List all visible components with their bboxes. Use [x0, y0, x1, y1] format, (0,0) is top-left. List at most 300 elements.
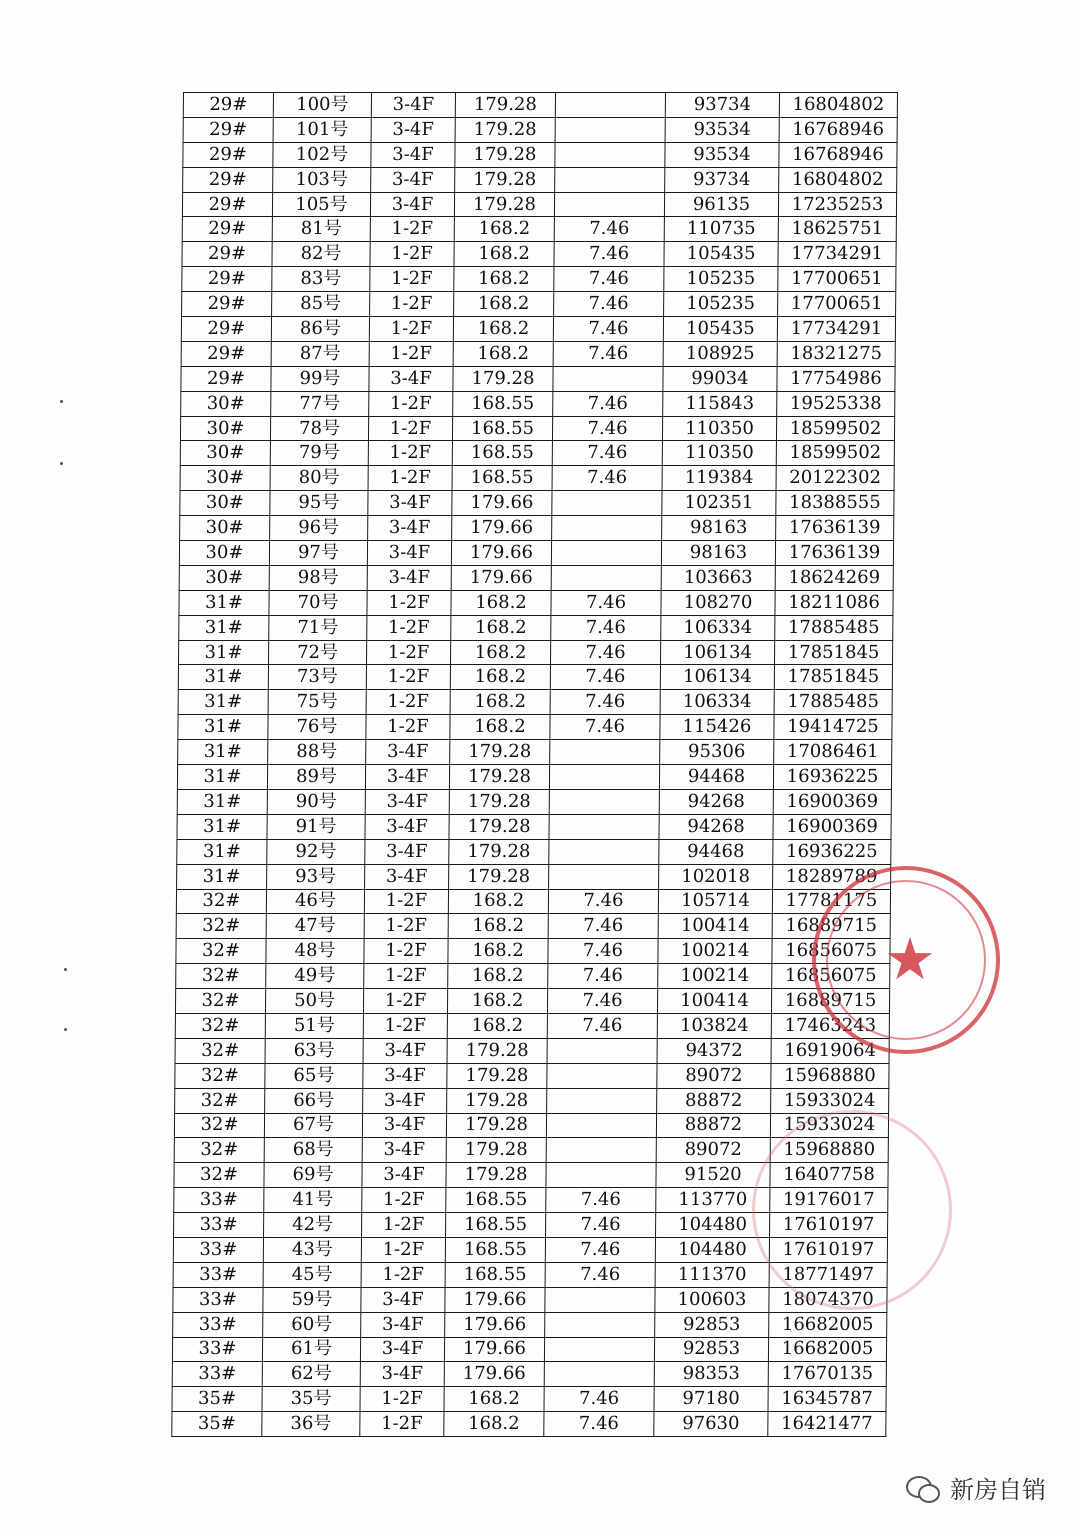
building-cell: 32# — [176, 939, 266, 964]
area-cell: 168.2 — [448, 964, 548, 989]
building-cell: 29# — [182, 292, 272, 317]
floor-cell: 1-2F — [364, 964, 448, 989]
area-cell: 179.28 — [453, 366, 553, 391]
extra-area-cell — [555, 117, 665, 142]
unit-price-cell: 91520 — [656, 1163, 770, 1188]
area-cell: 179.28 — [447, 1088, 547, 1113]
unit-price-cell: 106134 — [660, 665, 774, 690]
building-cell: 30# — [180, 416, 270, 441]
scan-speck — [60, 462, 63, 465]
table-row — [176, 914, 890, 939]
area-cell: 168.55 — [452, 416, 552, 441]
floor-cell: 3-4F — [362, 1138, 446, 1163]
building-cell: 33# — [173, 1237, 263, 1262]
building-cell: 29# — [181, 366, 271, 391]
extra-area-cell — [545, 1287, 655, 1312]
floor-cell: 3-4F — [363, 1038, 447, 1063]
building-cell: 32# — [174, 1113, 264, 1138]
unit-cell: 77号 — [271, 391, 369, 416]
table-row — [177, 789, 891, 814]
floor-cell: 1-2F — [360, 1387, 444, 1412]
unit-price-cell: 110350 — [662, 416, 776, 441]
total-price-cell: 19414725 — [774, 715, 892, 740]
building-cell: 31# — [178, 640, 268, 665]
total-price-cell: 15933024 — [770, 1113, 888, 1138]
unit-cell: 61号 — [262, 1337, 360, 1362]
total-price-cell: 17670135 — [768, 1362, 886, 1387]
area-cell: 179.66 — [445, 1312, 545, 1337]
area-cell: 168.2 — [447, 1013, 547, 1038]
building-cell: 32# — [176, 914, 266, 939]
unit-cell: 73号 — [268, 665, 366, 690]
floor-cell: 1-2F — [368, 441, 452, 466]
total-price-cell: 18321275 — [777, 341, 895, 366]
floor-cell: 1-2F — [363, 1013, 447, 1038]
building-cell: 29# — [181, 341, 271, 366]
extra-area-cell — [551, 565, 661, 590]
unit-price-cell: 103663 — [661, 565, 775, 590]
floor-cell: 1-2F — [366, 640, 450, 665]
floor-cell: 1-2F — [369, 317, 453, 342]
floor-cell: 3-4F — [360, 1362, 444, 1387]
unit-cell: 51号 — [265, 1013, 363, 1038]
unit-cell: 103号 — [273, 167, 371, 192]
extra-area-cell — [546, 1113, 656, 1138]
extra-area-cell — [549, 839, 659, 864]
unit-cell: 50号 — [265, 989, 363, 1014]
building-cell: 32# — [175, 1063, 265, 1088]
total-price-cell: 18211086 — [775, 590, 893, 615]
area-cell: 168.55 — [446, 1213, 546, 1238]
area-cell: 168.55 — [452, 441, 552, 466]
floor-cell: 1-2F — [368, 466, 452, 491]
building-cell: 29# — [183, 142, 273, 167]
total-price-cell: 17885485 — [775, 615, 893, 640]
unit-price-cell: 106334 — [661, 615, 775, 640]
unit-price-cell: 100214 — [658, 964, 772, 989]
source-watermark — [906, 1470, 1046, 1505]
unit-price-cell: 111370 — [655, 1262, 769, 1287]
unit-cell: 36号 — [262, 1412, 360, 1437]
price-table — [171, 92, 898, 1437]
building-cell: 31# — [179, 590, 269, 615]
area-cell: 168.55 — [446, 1188, 546, 1213]
table-row — [177, 839, 891, 864]
floor-cell: 1-2F — [364, 939, 448, 964]
unit-price-cell: 106334 — [660, 690, 774, 715]
unit-cell: 60号 — [263, 1312, 361, 1337]
area-cell: 179.66 — [444, 1362, 544, 1387]
unit-price-cell: 93734 — [665, 93, 779, 118]
total-price-cell: 17851845 — [774, 640, 892, 665]
building-cell: 29# — [183, 117, 273, 142]
total-price-cell: 19525338 — [777, 391, 895, 416]
area-cell: 179.66 — [451, 541, 551, 566]
unit-cell: 68号 — [264, 1138, 362, 1163]
floor-cell: 1-2F — [370, 242, 454, 267]
extra-area-cell: 7.46 — [551, 590, 661, 615]
unit-price-cell: 94372 — [657, 1038, 771, 1063]
extra-area-cell — [549, 864, 659, 889]
extra-area-cell: 7.46 — [547, 989, 657, 1014]
floor-cell: 1-2F — [366, 665, 450, 690]
table-row — [174, 1113, 888, 1138]
unit-cell: 90号 — [267, 789, 365, 814]
floor-cell: 1-2F — [362, 1213, 446, 1238]
floor-cell: 1-2F — [369, 391, 453, 416]
unit-cell: 75号 — [268, 690, 366, 715]
unit-price-cell: 88872 — [657, 1088, 771, 1113]
unit-cell: 85号 — [272, 292, 370, 317]
extra-area-cell — [547, 1088, 657, 1113]
area-cell: 179.28 — [454, 192, 554, 217]
unit-price-cell: 97180 — [654, 1387, 768, 1412]
extra-area-cell: 7.46 — [553, 317, 663, 342]
extra-area-cell — [549, 814, 659, 839]
extra-area-cell: 7.46 — [550, 715, 660, 740]
floor-cell: 3-4F — [363, 1063, 447, 1088]
building-cell: 33# — [172, 1337, 262, 1362]
table-row — [179, 565, 893, 590]
unit-cell: 100号 — [273, 93, 371, 118]
building-cell: 32# — [176, 964, 266, 989]
unit-price-cell: 94468 — [659, 765, 773, 790]
extra-area-cell — [547, 1063, 657, 1088]
extra-area-cell: 7.46 — [553, 341, 663, 366]
table-row — [178, 715, 892, 740]
building-cell: 29# — [182, 192, 272, 217]
floor-cell: 1-2F — [370, 267, 454, 292]
floor-cell: 3-4F — [365, 765, 449, 790]
building-cell: 32# — [175, 989, 265, 1014]
extra-area-cell: 7.46 — [548, 939, 658, 964]
extra-area-cell: 7.46 — [548, 964, 658, 989]
table-row — [180, 466, 894, 491]
table-row — [178, 640, 892, 665]
building-cell: 29# — [183, 93, 273, 118]
building-cell: 31# — [177, 789, 267, 814]
building-cell: 33# — [174, 1213, 264, 1238]
building-cell: 32# — [176, 889, 266, 914]
floor-cell: 1-2F — [370, 292, 454, 317]
floor-cell: 1-2F — [366, 715, 450, 740]
table-row — [180, 516, 894, 541]
table-row — [175, 1063, 889, 1088]
unit-price-cell: 96135 — [664, 192, 778, 217]
area-cell: 179.66 — [452, 516, 552, 541]
unit-price-cell: 104480 — [656, 1213, 770, 1238]
table-row — [180, 491, 894, 516]
area-cell: 168.2 — [450, 665, 550, 690]
area-cell: 168.2 — [448, 914, 548, 939]
extra-area-cell: 7.46 — [544, 1387, 654, 1412]
unit-cell: 41号 — [264, 1188, 362, 1213]
area-cell: 179.28 — [446, 1163, 546, 1188]
unit-cell: 71号 — [269, 615, 367, 640]
floor-cell: 3-4F — [366, 740, 450, 765]
unit-cell: 49号 — [266, 964, 364, 989]
unit-price-cell: 93534 — [665, 117, 779, 142]
unit-price-cell: 89072 — [656, 1138, 770, 1163]
table-row — [176, 964, 890, 989]
total-price-cell: 17235253 — [778, 192, 896, 217]
table-row — [176, 939, 890, 964]
table-row — [178, 690, 892, 715]
unit-price-cell: 119384 — [662, 466, 776, 491]
floor-cell: 3-4F — [362, 1113, 446, 1138]
building-cell: 29# — [183, 167, 273, 192]
area-cell: 179.66 — [444, 1337, 544, 1362]
table-row — [181, 366, 895, 391]
unit-price-cell: 110735 — [664, 217, 778, 242]
area-cell: 168.2 — [450, 690, 550, 715]
building-cell: 32# — [175, 1013, 265, 1038]
area-cell: 179.28 — [449, 814, 549, 839]
floor-cell: 3-4F — [360, 1337, 444, 1362]
area-cell: 179.66 — [445, 1287, 545, 1312]
unit-price-cell: 99034 — [663, 366, 777, 391]
table-row — [172, 1387, 886, 1412]
floor-cell: 1-2F — [370, 217, 454, 242]
scan-speck — [64, 1028, 67, 1031]
area-cell: 168.2 — [454, 267, 554, 292]
total-price-cell: 16804802 — [779, 167, 897, 192]
unit-cell: 91号 — [267, 814, 365, 839]
floor-cell: 3-4F — [371, 167, 455, 192]
extra-area-cell — [546, 1138, 656, 1163]
extra-area-cell: 7.46 — [545, 1262, 655, 1287]
table-row — [181, 391, 895, 416]
unit-cell: 70号 — [269, 590, 367, 615]
extra-area-cell: 7.46 — [550, 665, 660, 690]
table-row — [182, 267, 896, 292]
floor-cell: 3-4F — [365, 814, 449, 839]
total-price-cell: 18289789 — [773, 864, 891, 889]
building-cell: 31# — [179, 615, 269, 640]
total-price-cell: 16936225 — [773, 839, 891, 864]
table-row — [183, 93, 897, 118]
unit-price-cell: 106134 — [660, 640, 774, 665]
total-price-cell: 19176017 — [770, 1188, 888, 1213]
unit-price-cell: 105235 — [664, 292, 778, 317]
table-row — [174, 1163, 888, 1188]
unit-cell: 96号 — [270, 516, 368, 541]
building-cell: 30# — [180, 491, 270, 516]
extra-area-cell — [546, 1163, 656, 1188]
unit-cell: 98号 — [269, 565, 367, 590]
unit-price-cell: 104480 — [655, 1237, 769, 1262]
area-cell: 179.66 — [451, 565, 551, 590]
scan-speck — [64, 968, 67, 971]
table-row — [174, 1138, 888, 1163]
floor-cell: 3-4F — [363, 1088, 447, 1113]
unit-price-cell: 98353 — [654, 1362, 768, 1387]
building-cell: 30# — [179, 565, 269, 590]
building-cell: 31# — [178, 715, 268, 740]
area-cell: 179.28 — [447, 1063, 547, 1088]
unit-price-cell: 105235 — [664, 267, 778, 292]
total-price-cell: 17610197 — [769, 1237, 887, 1262]
area-cell: 168.2 — [451, 590, 551, 615]
area-cell: 168.2 — [444, 1387, 544, 1412]
unit-cell: 45号 — [263, 1262, 361, 1287]
table-row — [172, 1337, 886, 1362]
extra-area-cell: 7.46 — [550, 640, 660, 665]
total-price-cell: 18599502 — [776, 416, 894, 441]
unit-cell: 101号 — [273, 117, 371, 142]
building-cell: 32# — [174, 1163, 264, 1188]
total-price-cell: 16900369 — [773, 814, 891, 839]
total-price-cell: 17463243 — [771, 1013, 889, 1038]
building-cell: 32# — [175, 1038, 265, 1063]
unit-price-cell: 105435 — [664, 242, 778, 267]
area-cell: 179.28 — [455, 142, 555, 167]
extra-area-cell: 7.46 — [544, 1412, 654, 1437]
floor-cell: 1-2F — [364, 889, 448, 914]
unit-cell: 93号 — [267, 864, 365, 889]
total-price-cell: 16768946 — [779, 142, 897, 167]
building-cell: 31# — [177, 765, 267, 790]
area-cell: 168.2 — [454, 242, 554, 267]
unit-cell: 80号 — [270, 466, 368, 491]
total-price-cell: 17086461 — [774, 740, 892, 765]
table-row — [175, 1038, 889, 1063]
unit-cell: 67号 — [264, 1113, 362, 1138]
floor-cell: 1-2F — [361, 1262, 445, 1287]
unit-price-cell: 88872 — [656, 1113, 770, 1138]
total-price-cell: 17636139 — [775, 541, 893, 566]
extra-area-cell — [550, 740, 660, 765]
table-row — [175, 1013, 889, 1038]
unit-cell: 79号 — [270, 441, 368, 466]
total-price-cell: 16919064 — [771, 1038, 889, 1063]
unit-price-cell: 102018 — [659, 864, 773, 889]
table-row — [178, 665, 892, 690]
table-row — [177, 814, 891, 839]
table-row — [172, 1412, 886, 1437]
table-row — [182, 192, 896, 217]
area-cell: 179.28 — [455, 117, 555, 142]
extra-area-cell: 7.46 — [550, 690, 660, 715]
table-row — [181, 317, 895, 342]
building-cell: 31# — [178, 740, 268, 765]
unit-price-cell: 92853 — [654, 1337, 768, 1362]
table-row — [182, 217, 896, 242]
unit-cell: 69号 — [264, 1163, 362, 1188]
table-row — [173, 1287, 887, 1312]
building-cell: 33# — [173, 1287, 263, 1312]
extra-area-cell: 7.46 — [546, 1188, 656, 1213]
building-cell: 29# — [182, 242, 272, 267]
unit-price-cell: 97630 — [654, 1412, 768, 1437]
unit-cell: 82号 — [272, 242, 370, 267]
building-cell: 33# — [174, 1188, 264, 1213]
total-price-cell: 17851845 — [774, 665, 892, 690]
floor-cell: 1-2F — [366, 690, 450, 715]
total-price-cell: 16889715 — [771, 989, 889, 1014]
table-row — [173, 1237, 887, 1262]
unit-cell: 62号 — [262, 1362, 360, 1387]
area-cell: 168.2 — [451, 615, 551, 640]
unit-cell: 86号 — [271, 317, 369, 342]
area-cell: 179.28 — [447, 1038, 547, 1063]
floor-cell: 3-4F — [371, 142, 455, 167]
table-row — [180, 441, 894, 466]
total-price-cell: 16856075 — [772, 939, 890, 964]
unit-cell: 72号 — [268, 640, 366, 665]
total-price-cell: 16856075 — [772, 964, 890, 989]
unit-price-cell: 89072 — [657, 1063, 771, 1088]
area-cell: 168.2 — [450, 640, 550, 665]
building-cell: 29# — [182, 267, 272, 292]
unit-cell: 48号 — [266, 939, 364, 964]
building-cell: 31# — [177, 814, 267, 839]
floor-cell: 3-4F — [368, 491, 452, 516]
unit-cell: 83号 — [272, 267, 370, 292]
unit-price-cell: 103824 — [657, 1013, 771, 1038]
extra-area-cell: 7.46 — [552, 441, 662, 466]
floor-cell: 3-4F — [367, 541, 451, 566]
table-row — [174, 1188, 888, 1213]
extra-area-cell — [547, 1038, 657, 1063]
unit-cell: 88号 — [268, 740, 366, 765]
floor-cell: 3-4F — [365, 864, 449, 889]
building-cell: 30# — [179, 541, 269, 566]
floor-cell: 3-4F — [370, 192, 454, 217]
unit-price-cell: 98163 — [661, 541, 775, 566]
building-cell: 33# — [173, 1262, 263, 1287]
extra-area-cell — [554, 192, 664, 217]
building-cell: 33# — [172, 1362, 262, 1387]
building-cell: 35# — [172, 1387, 262, 1412]
extra-area-cell: 7.46 — [552, 416, 662, 441]
total-price-cell: 18771497 — [769, 1262, 887, 1287]
building-cell: 30# — [180, 516, 270, 541]
table-row — [176, 889, 890, 914]
floor-cell: 1-2F — [363, 989, 447, 1014]
extra-area-cell — [549, 789, 659, 814]
floor-cell: 1-2F — [364, 914, 448, 939]
extra-area-cell — [544, 1337, 654, 1362]
extra-area-cell — [545, 1312, 655, 1337]
total-price-cell: 17700651 — [778, 267, 896, 292]
extra-area-cell — [555, 93, 665, 118]
floor-cell: 1-2F — [361, 1237, 445, 1262]
table-row — [183, 167, 897, 192]
floor-cell: 1-2F — [362, 1188, 446, 1213]
total-price-cell: 16900369 — [773, 789, 891, 814]
area-cell: 179.28 — [446, 1113, 546, 1138]
table-row — [177, 765, 891, 790]
building-cell: 30# — [180, 466, 270, 491]
extra-area-cell: 7.46 — [547, 1013, 657, 1038]
unit-cell: 42号 — [264, 1213, 362, 1238]
price-table-container — [171, 92, 897, 1437]
floor-cell: 3-4F — [371, 93, 455, 118]
unit-cell: 99号 — [271, 366, 369, 391]
total-price-cell: 17700651 — [778, 292, 896, 317]
area-cell: 179.28 — [450, 740, 550, 765]
floor-cell: 3-4F — [361, 1287, 445, 1312]
unit-price-cell: 93534 — [665, 142, 779, 167]
unit-price-cell: 93734 — [665, 167, 779, 192]
unit-cell: 81号 — [272, 217, 370, 242]
unit-cell: 43号 — [263, 1237, 361, 1262]
area-cell: 168.2 — [444, 1412, 544, 1437]
extra-area-cell: 7.46 — [554, 292, 664, 317]
extra-area-cell: 7.46 — [546, 1213, 656, 1238]
table-row — [172, 1362, 886, 1387]
